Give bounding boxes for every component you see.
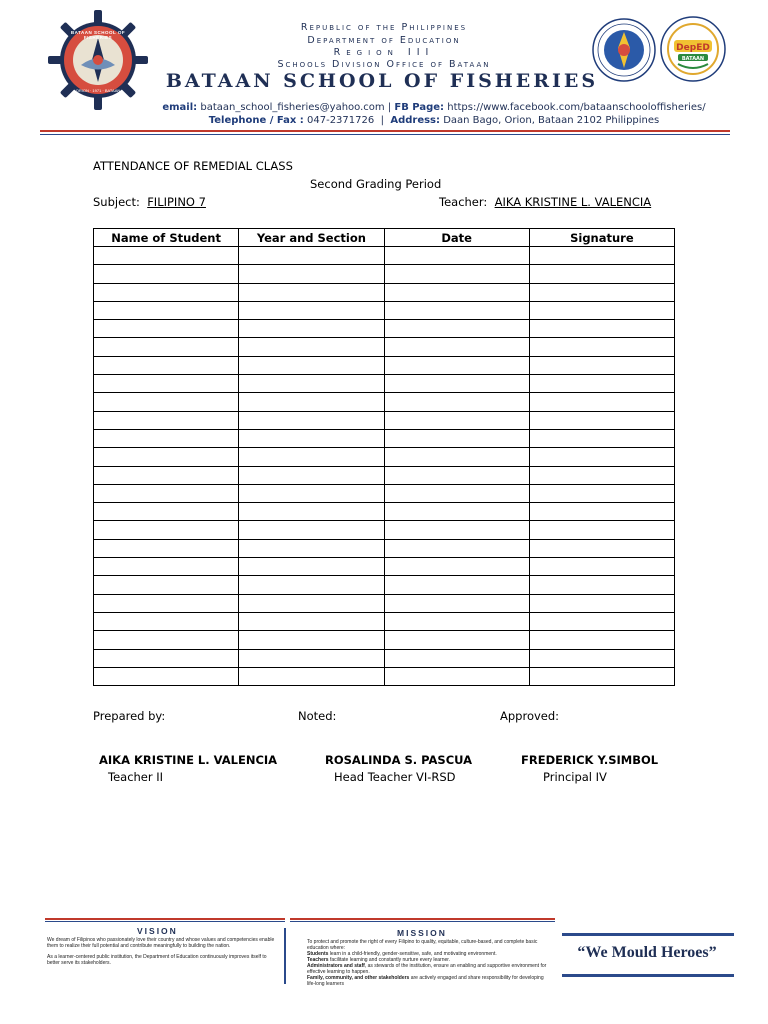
cell-date[interactable]: [384, 594, 529, 612]
table-row: [94, 448, 675, 466]
cell-student-name[interactable]: [94, 356, 239, 374]
table-row: [94, 576, 675, 594]
cell-student-name[interactable]: [94, 484, 239, 502]
cell-year-section[interactable]: [239, 612, 384, 630]
teacher-value: AIKA KRISTINE L. VALENCIA: [494, 195, 652, 209]
cell-signature[interactable]: [529, 320, 674, 338]
table-row: [94, 429, 675, 447]
attendance-table: [93, 228, 675, 686]
column-header-date: Date: [384, 229, 529, 247]
table-row: [94, 393, 675, 411]
table-row: [94, 411, 675, 429]
prepared-by-label: Prepared by:: [93, 709, 166, 723]
cell-student-name[interactable]: [94, 539, 239, 557]
cell-year-section[interactable]: [239, 539, 384, 557]
grading-period: Second Grading Period: [310, 177, 442, 191]
table-row: [94, 558, 675, 576]
cell-date[interactable]: [384, 649, 529, 667]
table-row: [94, 649, 675, 667]
cell-year-section[interactable]: [239, 484, 384, 502]
table-row: [94, 265, 675, 283]
cell-year-section[interactable]: [239, 320, 384, 338]
cell-year-section[interactable]: [239, 558, 384, 576]
cell-signature[interactable]: [529, 631, 674, 649]
vision-paragraph-1: We dream of Filipinos who passionately love their country and whose values and competencies enable them to realize their full potential and contribute meaningfully to building the nation.: [47, 937, 275, 949]
svg-text:DepED: DepED: [676, 43, 710, 53]
table-row: [94, 375, 675, 393]
header-division: Schools Division Office of Bataan: [277, 59, 491, 70]
cell-year-section[interactable]: [239, 247, 384, 265]
cell-signature[interactable]: [529, 429, 674, 447]
cell-year-section[interactable]: [239, 503, 384, 521]
table-row: [94, 338, 675, 356]
table-row: [94, 631, 675, 649]
mission-text: [307, 939, 547, 987]
cell-student-name[interactable]: [94, 283, 239, 301]
footer-rule-red-2: [290, 918, 555, 920]
mission-admin-text: , as stewards of the institution, ensure an enabling and supportive environment for effective learning to happen.: [307, 963, 547, 975]
cell-student-name[interactable]: [94, 411, 239, 429]
cell-student-name[interactable]: [94, 667, 239, 685]
cell-date[interactable]: [384, 411, 529, 429]
cell-signature[interactable]: [529, 265, 674, 283]
column-header-year-section: Year and Section: [239, 229, 384, 247]
motto-rule-top: [562, 933, 734, 936]
cell-signature[interactable]: [529, 539, 674, 557]
mission-students-text: learn in a child-friendly, gender-sensitive, safe, and motivating environment.: [329, 951, 497, 957]
table-row: [94, 484, 675, 502]
cell-signature[interactable]: [529, 301, 674, 319]
cell-signature[interactable]: [529, 667, 674, 685]
mission-teachers-label: Teachers: [307, 957, 329, 963]
cell-student-name[interactable]: [94, 247, 239, 265]
cell-year-section[interactable]: [239, 429, 384, 447]
teacher-line: [439, 195, 651, 209]
cell-signature[interactable]: [529, 411, 674, 429]
approved-label: Approved:: [500, 709, 560, 723]
header-department: Department of Education: [307, 35, 461, 46]
cell-year-section[interactable]: [239, 411, 384, 429]
cell-student-name[interactable]: [94, 265, 239, 283]
footer-divider: [284, 928, 286, 984]
mission-admin-label: Administrators and staff: [307, 963, 365, 969]
cell-student-name[interactable]: [94, 521, 239, 539]
cell-year-section[interactable]: [239, 631, 384, 649]
prepared-by-title: Teacher II: [108, 770, 164, 784]
form-title: ATTENDANCE OF REMEDIAL CLASS: [93, 159, 293, 173]
header-email-line: email: bataan_school_fisheries@yahoo.com | FB Page: https://www.facebook.com/bataanschooloffisheries/: [162, 102, 706, 113]
cell-date[interactable]: [384, 356, 529, 374]
column-header-signature: Signature: [529, 229, 674, 247]
address-label: Address:: [390, 115, 441, 126]
cell-student-name[interactable]: [94, 594, 239, 612]
cell-student-name[interactable]: [94, 612, 239, 630]
mission-students-label: Students: [307, 951, 329, 957]
table-row: [94, 466, 675, 484]
cell-date[interactable]: [384, 484, 529, 502]
cell-student-name[interactable]: [94, 649, 239, 667]
prepared-by-name: AIKA KRISTINE L. VALENCIA: [99, 753, 278, 767]
school-name: BATAAN SCHOOL OF FISHERIES: [165, 70, 599, 92]
table-row: [94, 320, 675, 338]
table-row: [94, 503, 675, 521]
email-label: email:: [162, 102, 198, 113]
table-row: [94, 539, 675, 557]
cell-date[interactable]: [384, 576, 529, 594]
cell-date[interactable]: [384, 301, 529, 319]
mission-family-label: Family, community, and other stakeholders: [307, 975, 410, 981]
header-phone-line: Telephone / Fax : 047-2371726 | Address: Daan Bago, Orion, Bataan 2102 Philippines: [208, 115, 660, 126]
cell-year-section[interactable]: [239, 356, 384, 374]
table-row: [94, 283, 675, 301]
cell-date[interactable]: [384, 466, 529, 484]
cell-signature[interactable]: [529, 521, 674, 539]
cell-year-section[interactable]: [239, 466, 384, 484]
cell-signature[interactable]: [529, 338, 674, 356]
cell-signature[interactable]: [529, 448, 674, 466]
noted-label: Noted:: [298, 709, 337, 723]
cell-date[interactable]: [384, 612, 529, 630]
cell-signature[interactable]: [529, 375, 674, 393]
seal-bottom-text: ORION · 1971 · BATAAN: [75, 88, 121, 93]
cell-date[interactable]: [384, 539, 529, 557]
vision-paragraph-2: As a learner-centered public institution, the Department of Education continuously improves itself to better serve its stakeholders.: [47, 954, 267, 966]
table-row: [94, 247, 675, 265]
cell-student-name[interactable]: [94, 558, 239, 576]
cell-date[interactable]: [384, 247, 529, 265]
cell-date[interactable]: [384, 521, 529, 539]
footer-rule-blue: [45, 921, 285, 922]
cell-date[interactable]: [384, 503, 529, 521]
table-row: [94, 301, 675, 319]
cell-student-name[interactable]: [94, 576, 239, 594]
cell-student-name[interactable]: [94, 301, 239, 319]
attendance-table-body: [94, 247, 675, 686]
cell-student-name[interactable]: [94, 393, 239, 411]
table-header-row: [94, 229, 675, 247]
cell-signature[interactable]: [529, 484, 674, 502]
cell-year-section[interactable]: [239, 338, 384, 356]
cell-year-section[interactable]: [239, 521, 384, 539]
subject-value: FILIPINO 7: [147, 195, 206, 209]
header-rule-blue: [40, 134, 730, 135]
cell-student-name[interactable]: [94, 429, 239, 447]
approved-by-title: Principal IV: [543, 770, 607, 784]
cell-date[interactable]: [384, 429, 529, 447]
table-row: [94, 356, 675, 374]
table-row: [94, 612, 675, 630]
cell-year-section[interactable]: [239, 649, 384, 667]
fb-label: FB Page:: [394, 102, 445, 113]
phone-label: Telephone / Fax :: [208, 115, 304, 126]
subject-label: Subject:: [93, 195, 140, 209]
cell-signature[interactable]: [529, 594, 674, 612]
footer-rule-blue-2: [290, 921, 555, 922]
mission-title: MISSION: [397, 928, 447, 938]
cell-signature[interactable]: [529, 612, 674, 630]
cell-year-section[interactable]: [239, 667, 384, 685]
cell-year-section[interactable]: [239, 265, 384, 283]
noted-by-name: ROSALINDA S. PASCUA: [325, 753, 473, 767]
school-motto: “We Mould Heroes”: [577, 944, 717, 961]
cell-year-section[interactable]: [239, 393, 384, 411]
cell-signature[interactable]: [529, 356, 674, 374]
cell-signature[interactable]: [529, 393, 674, 411]
cell-date[interactable]: [384, 448, 529, 466]
fb-link[interactable]: https://www.facebook.com/bataanschooloffisheries/: [447, 102, 706, 113]
cell-date[interactable]: [384, 338, 529, 356]
cell-year-section[interactable]: [239, 375, 384, 393]
noted-by-title: Head Teacher VI-RSD: [334, 770, 456, 784]
phone-number: 047-2371726: [307, 115, 375, 126]
seal-ring-text: BATAAN SCHOOL OF FISHERIES: [70, 30, 126, 40]
address-text: Daan Bago, Orion, Bataan 2102 Philippines: [443, 115, 660, 126]
cell-signature[interactable]: [529, 649, 674, 667]
svg-text:BATAAN: BATAAN: [681, 56, 705, 62]
vision-title: VISION: [137, 926, 178, 936]
mission-teachers-text: facilitate learning and constantly nurture every learner.: [329, 957, 451, 963]
cell-student-name[interactable]: [94, 466, 239, 484]
cell-student-name[interactable]: [94, 338, 239, 356]
cell-year-section[interactable]: [239, 283, 384, 301]
table-row: [94, 667, 675, 685]
cell-date[interactable]: [384, 393, 529, 411]
header-region: Region III: [333, 47, 435, 58]
cell-date[interactable]: [384, 631, 529, 649]
footer-rule-red: [45, 918, 285, 920]
cell-date[interactable]: [384, 320, 529, 338]
table-row: [94, 521, 675, 539]
vision-text: [47, 937, 279, 966]
mission-family-text: are actively engaged and share responsibility for developing life-long learners: [307, 975, 544, 987]
cell-date[interactable]: [384, 283, 529, 301]
cell-signature[interactable]: [529, 558, 674, 576]
cell-date[interactable]: [384, 667, 529, 685]
column-header-name: Name of Student: [94, 229, 239, 247]
header-rule-red: [40, 130, 730, 132]
teacher-label: Teacher:: [439, 195, 488, 209]
mission-intro: To protect and promote the right of every Filipino to quality, equitable, culture-based, and complete basic education where:: [307, 939, 538, 951]
cell-date[interactable]: [384, 265, 529, 283]
cell-student-name[interactable]: [94, 631, 239, 649]
cell-signature[interactable]: [529, 503, 674, 521]
cell-year-section[interactable]: [239, 594, 384, 612]
subject-line: [93, 195, 206, 209]
cell-year-section[interactable]: [239, 301, 384, 319]
cell-date[interactable]: [384, 558, 529, 576]
email-link[interactable]: bataan_school_fisheries@yahoo.com: [200, 102, 385, 113]
cell-student-name[interactable]: [94, 448, 239, 466]
cell-signature[interactable]: [529, 576, 674, 594]
cell-signature[interactable]: [529, 466, 674, 484]
motto-rule-bottom: [562, 974, 734, 977]
cell-year-section[interactable]: [239, 576, 384, 594]
approved-by-name: FREDERICK Y.SIMBOL: [521, 753, 659, 767]
cell-signature[interactable]: [529, 247, 674, 265]
cell-year-section[interactable]: [239, 448, 384, 466]
header-republic: Republic of the Philippines: [300, 22, 468, 33]
cell-signature[interactable]: [529, 283, 674, 301]
table-row: [94, 594, 675, 612]
cell-student-name[interactable]: [94, 320, 239, 338]
cell-student-name[interactable]: [94, 503, 239, 521]
cell-date[interactable]: [384, 375, 529, 393]
cell-student-name[interactable]: [94, 375, 239, 393]
